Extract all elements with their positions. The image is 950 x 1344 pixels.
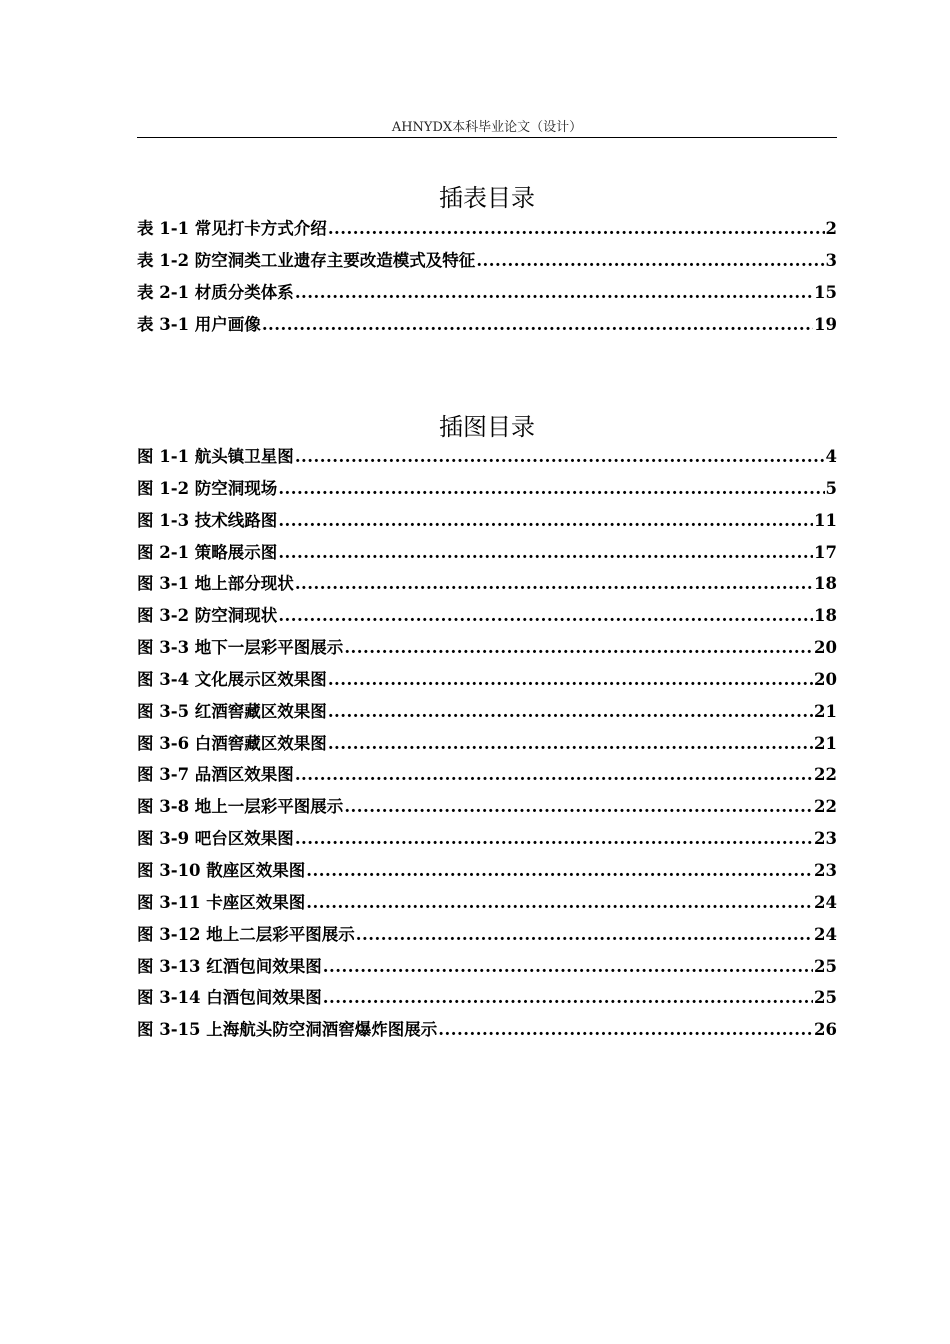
toc-entry[interactable] [137,279,837,311]
toc-entry-label: 表 3-1 用户画像 [137,314,261,334]
toc-entry-page-number: 21 [814,733,837,753]
toc-entry-label: 图 3-6 白酒窖藏区效果图 [137,733,327,753]
dot-leader [306,861,813,880]
dot-leader [356,925,813,944]
toc-entry[interactable] [137,475,837,507]
toc-entry-label: 图 3-12 地上二层彩平图展示 [137,924,355,944]
toc-entry-label: 图 3-11 卡座区效果图 [137,892,306,912]
toc-entry[interactable] [137,666,837,698]
toc-entry[interactable] [137,761,837,793]
toc-entry-page-number: 11 [814,510,837,530]
toc-entry-page-number: 15 [814,282,837,302]
dot-leader [295,829,813,848]
toc-entry-label: 表 1-2 防空洞类工业遗存主要改造模式及特征 [137,250,476,270]
dot-leader [295,574,813,593]
dot-leader [295,283,813,302]
toc-entry-page-number: 2 [825,219,837,238]
page-header: AHNYDX本科毕业论文（设计） [391,120,583,135]
list-of-tables [137,215,837,342]
dot-leader [476,251,824,270]
toc-entry-label: 图 3-5 红酒窖藏区效果图 [137,701,327,721]
toc-entry[interactable] [137,634,837,666]
toc-entry[interactable] [137,921,837,953]
toc-entry-label: 图 3-2 防空洞现状 [137,606,278,626]
header-rule [137,137,837,138]
toc-entry-page-number: 24 [814,924,837,944]
dot-leader [278,543,813,562]
toc-entry-label: 图 1-2 防空洞现场 [137,478,278,498]
toc-entry-label: 图 3-1 地上部分现状 [137,574,294,594]
toc-entry-page-number: 20 [814,638,837,658]
toc-entry[interactable] [137,311,837,343]
toc-entry[interactable] [137,889,837,921]
toc-entry-label: 图 1-3 技术线路图 [137,510,278,530]
dot-leader [328,670,813,689]
toc-entry-label: 图 3-10 散座区效果图 [137,860,306,880]
toc-entry-page-number: 19 [814,314,837,334]
toc-entry[interactable] [137,984,837,1016]
toc-entry[interactable] [137,825,837,857]
toc-entry[interactable] [137,953,837,985]
dot-leader [438,1020,813,1039]
toc-entry-label: 图 3-4 文化展示区效果图 [137,669,327,689]
toc-entry-page-number: 22 [814,797,837,817]
toc-entry[interactable] [137,857,837,889]
dot-leader [328,219,825,238]
dot-leader [344,797,813,816]
dot-leader [278,511,813,530]
toc-entry[interactable] [137,793,837,825]
dot-leader [344,638,813,657]
toc-entry-label: 表 1-1 常见打卡方式介绍 [137,219,327,238]
toc-entry-page-number: 3 [825,250,837,270]
toc-entry-label: 图 3-14 白酒包间效果图 [137,988,322,1008]
dot-leader [295,447,825,466]
dot-leader [323,957,813,976]
toc-entry-page-number: 23 [814,860,837,880]
toc-entry-page-number: 24 [814,892,837,912]
toc-entry-page-number: 26 [814,1020,837,1040]
toc-entry-label: 图 3-9 吧台区效果图 [137,829,294,849]
toc-entry[interactable] [137,698,837,730]
toc-entry-label: 表 2-1 材质分类体系 [137,282,294,302]
toc-entry-page-number: 21 [814,701,837,721]
toc-entry-page-number: 18 [814,574,837,594]
list-of-figures-title: 插图目录 [439,413,535,441]
dot-leader [295,765,813,784]
toc-entry-page-number: 17 [814,542,837,562]
toc-entry-page-number: 4 [825,447,837,466]
toc-entry-page-number: 25 [814,956,837,976]
toc-entry-page-number: 18 [814,606,837,626]
list-of-tables-title: 插表目录 [439,184,535,212]
toc-entry[interactable] [137,507,837,539]
dot-leader [262,315,813,334]
list-of-figures [137,443,837,1048]
toc-entry-label: 图 3-3 地下一层彩平图展示 [137,638,344,658]
toc-entry-label: 图 2-1 策略展示图 [137,542,278,562]
toc-entry[interactable] [137,215,837,247]
toc-entry[interactable] [137,539,837,571]
toc-entry-label: 图 1-1 航头镇卫星图 [137,447,294,466]
toc-entry-label: 图 3-7 品酒区效果图 [137,765,294,785]
toc-entry[interactable] [137,602,837,634]
toc-entry[interactable] [137,247,837,279]
toc-entry[interactable] [137,1016,837,1048]
toc-entry-label: 图 3-8 地上一层彩平图展示 [137,797,344,817]
dot-leader [328,734,813,753]
toc-entry-page-number: 22 [814,765,837,785]
dot-leader [278,606,813,625]
toc-entry-page-number: 5 [825,478,837,498]
dot-leader [306,893,813,912]
toc-entry-page-number: 23 [814,829,837,849]
toc-entry[interactable] [137,730,837,762]
dot-leader [323,988,813,1007]
dot-leader [278,479,824,498]
toc-entry-label: 图 3-13 红酒包间效果图 [137,956,322,976]
toc-entry-label: 图 3-15 上海航头防空洞酒窖爆炸图展示 [137,1020,438,1040]
toc-entry-page-number: 20 [814,669,837,689]
toc-entry-page-number: 25 [814,988,837,1008]
dot-leader [328,702,813,721]
toc-entry[interactable] [137,570,837,602]
toc-entry[interactable] [137,443,837,475]
